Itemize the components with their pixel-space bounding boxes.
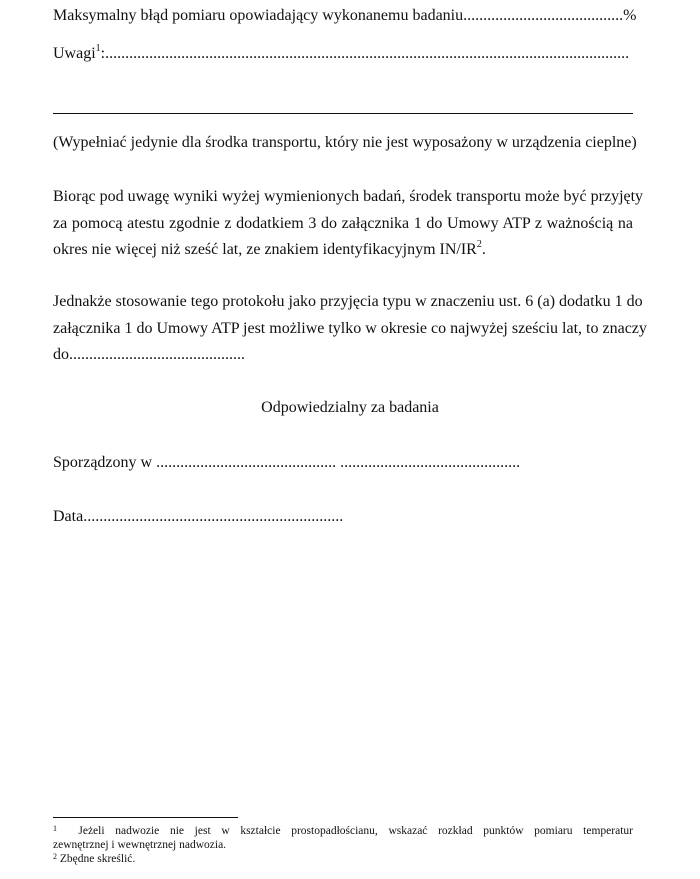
remarks-line (53, 44, 629, 64)
footnote-1-line1 (53, 824, 633, 838)
footnote-2-number: 2 (53, 852, 57, 861)
max-error-label: Maksymalny błąd pomiaru opowiadający wykonanemu badaniu (53, 7, 464, 24)
paragraph1-line3-end: . (481, 241, 486, 258)
max-error-line (53, 6, 636, 26)
paragraph1-line3-text: okres nie więcej niż sześć lat, ze znakiem identyfikacyjnym IN/IR (53, 241, 477, 258)
drawn-up-line (53, 453, 520, 473)
paragraph2-line1: Jednakże stosowanie tego protokołu jako przyjęcia typu w znaczeniu ust. 6 (a) dodatku 1 do (53, 293, 643, 310)
paragraph1-line3 (53, 240, 486, 260)
date-label: Data (53, 508, 84, 525)
drawn-up-label: Sporządzony w (53, 454, 157, 471)
footnote-ref-1: 1 (95, 43, 101, 54)
footnote-2 (53, 852, 633, 866)
footnote-2-text: Zbędne skreślić. (59, 853, 136, 865)
drawn-up-field[interactable]: ............................................. ............................................. (156, 454, 521, 471)
footnote-separator (53, 817, 238, 818)
footnote-1-line2: zewnętrznej i wewnętrznej nadwozia. (53, 839, 227, 851)
paragraph1-line1: Biorąc pod uwagę wyniki wyżej wymienionych badań, środek transportu może być przyjęty (53, 188, 644, 205)
date-field[interactable]: ................................................................. (83, 508, 344, 525)
max-error-unit: % (623, 7, 637, 24)
instruction-note: (Wypełniać jedynie dla środka transportu, który nie jest wyposażony w urządzenia cieplne) (53, 134, 637, 151)
paragraph2-line2: załącznika 1 do Umowy ATP jest możliwe tylko w okresie co najwyżej sześciu lat, to znaczy (53, 320, 647, 337)
max-error-field[interactable]: ........................................ (463, 7, 624, 24)
remarks-label: Uwagi (53, 45, 96, 62)
responsible-heading: Odpowiedzialny za badania (261, 399, 439, 416)
paragraph1-line2: za pomocą atestu zgodnie z dodatkiem 3 do załącznika 1 do Umowy ATP z ważnością na (53, 215, 633, 232)
date-line (53, 507, 343, 527)
paragraph2-line3[interactable]: do............................................ (53, 346, 245, 363)
footnote-ref-2: 2 (476, 239, 482, 250)
remarks-field[interactable]: :................................................................................................................................... (100, 45, 630, 62)
footnote-1-number: 1 (53, 824, 57, 833)
separator-line (53, 113, 633, 114)
footnote-1-text: Jeżeli nadwozie nie jest w kształcie prostopadłościanu, wskazać rozkład punktów pomiaru temperatur (78, 825, 633, 837)
